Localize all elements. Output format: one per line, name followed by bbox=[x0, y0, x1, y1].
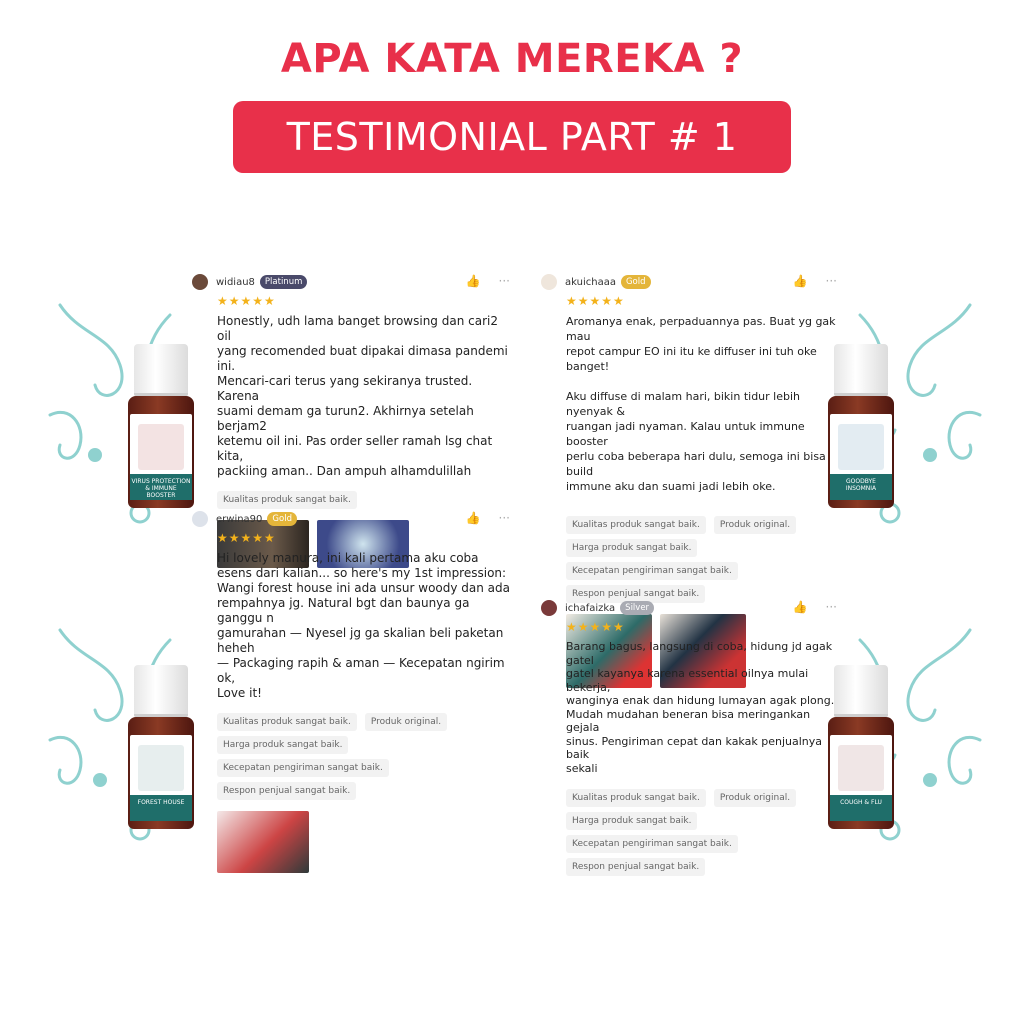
review-card bbox=[192, 509, 510, 873]
review-tag: Kualitas produk sangat baik. bbox=[566, 789, 706, 807]
review-tag: Kecepatan pengiriman sangat baik. bbox=[217, 759, 389, 777]
member-badge: Gold bbox=[267, 512, 297, 526]
username[interactable]: akuichaaa bbox=[565, 276, 616, 288]
review-text: Hi lovely manura, ini kali pertama aku coba esens dari kalian... so here's my 1st impression: Wangi forest house ini ada unsur woody dan ada rempahnya jg. Natural bgt dan baunya ga ganggu n gamurahan — Nyesel jg ga skalian beli paketan heheh — Packaging rapih & aman — Kecepatan ngirim ok, Love it! bbox=[217, 551, 511, 700]
rating-stars: ★★★★★ bbox=[217, 531, 276, 545]
product-name: VIRUS PROTECTION & IMMUNE BOOSTER bbox=[130, 474, 192, 500]
review-tag: Respon penjual sangat baik. bbox=[217, 782, 356, 800]
avatar[interactable] bbox=[541, 600, 557, 616]
member-badge: Platinum bbox=[260, 275, 307, 289]
review-text: Honestly, udh lama banget browsing dan cari2 oil yang recomended buat dipakai dimasa pandemi ini. Mencari-cari terus yang sekiranya trusted. Karena suami demam ga turun2. Akhirnya setelah berjam2 ketemu oil ini. Pas order seller ramah lsg chat kita, packiing aman.. Dan ampuh alhamdulillah bbox=[217, 314, 508, 478]
thumbs-up-icon[interactable]: 👍 bbox=[792, 600, 808, 614]
product-name: FOREST HOUSE bbox=[130, 795, 192, 821]
bottle-cap bbox=[134, 665, 188, 717]
more-icon[interactable]: ··· bbox=[498, 511, 510, 525]
rating-stars: ★★★★★ bbox=[566, 294, 625, 308]
bottle-glass bbox=[128, 717, 194, 829]
review-tag: Harga produk sangat baik. bbox=[217, 736, 348, 754]
rating-stars: ★★★★★ bbox=[217, 294, 276, 308]
member-badge: Gold bbox=[621, 275, 651, 289]
rating-stars: ★★★★★ bbox=[566, 620, 625, 634]
product-bottle-virus-protection bbox=[128, 344, 194, 508]
avatar[interactable] bbox=[192, 511, 208, 527]
bottle-label bbox=[130, 735, 192, 821]
product-bottle-cough-flu bbox=[828, 665, 894, 829]
username[interactable]: ichafaizka bbox=[565, 602, 616, 614]
thumbs-up-icon[interactable]: 👍 bbox=[465, 274, 481, 288]
review-tag: Harga produk sangat baik. bbox=[566, 812, 697, 830]
thumbs-up-icon[interactable]: 👍 bbox=[465, 511, 481, 525]
bottle-glass bbox=[128, 396, 194, 508]
bottle-glass bbox=[828, 717, 894, 829]
product-name: GOODBYE INSOMNIA bbox=[830, 474, 892, 500]
review-tag: Harga produk sangat baik. bbox=[566, 539, 697, 557]
product-bottle-goodbye-insomnia bbox=[828, 344, 894, 508]
more-icon[interactable]: ··· bbox=[498, 274, 510, 288]
review-photo[interactable] bbox=[217, 811, 309, 873]
more-icon[interactable]: ··· bbox=[825, 274, 837, 288]
virus-illustration-icon bbox=[138, 424, 184, 470]
more-icon[interactable]: ··· bbox=[825, 600, 837, 614]
member-badge: Silver bbox=[620, 601, 654, 615]
page-title: APA KATA MEREKA ? bbox=[280, 36, 744, 82]
review-text: Aromanya enak, perpaduannya pas. Buat yg gak mau repot campur EO ini itu ke diffuser ini tuh oke banget! Aku diffuse di malam hari, bikin tidur lebih nyenyak & ruangan jadi nyaman. Kalau untuk immune booster perlu coba beberapa hari dulu, semoga ini bisa build immune aku dan suami jadi lebih oke. bbox=[566, 315, 836, 493]
house-illustration-icon bbox=[138, 745, 184, 791]
username[interactable]: widiau8 bbox=[216, 276, 255, 288]
avatar[interactable] bbox=[541, 274, 557, 290]
product-bottle-forest-house bbox=[128, 665, 194, 829]
product-name: COUGH & FLU bbox=[830, 795, 892, 821]
testimonial-banner bbox=[233, 101, 791, 173]
review-tag: Produk original. bbox=[365, 713, 447, 731]
bottle-glass bbox=[828, 396, 894, 508]
review-tag: Produk original. bbox=[714, 789, 796, 807]
person-illustration-icon bbox=[838, 745, 884, 791]
review-tag: Kualitas produk sangat baik. bbox=[217, 713, 357, 731]
bottle-label bbox=[830, 414, 892, 500]
avatar[interactable] bbox=[192, 274, 208, 290]
banner-label: TESTIMONIAL PART # 1 bbox=[286, 115, 738, 159]
review-card bbox=[541, 598, 837, 881]
username[interactable]: erwina90 bbox=[216, 513, 263, 525]
review-tag: Kecepatan pengiriman sangat baik. bbox=[566, 562, 738, 580]
bottle-label bbox=[130, 414, 192, 500]
bottle-cap bbox=[834, 344, 888, 396]
review-tag: Respon penjual sangat baik. bbox=[566, 858, 705, 876]
review-tag: Kecepatan pengiriman sangat baik. bbox=[566, 835, 738, 853]
review-tag: Produk original. bbox=[714, 516, 796, 534]
bottle-cap bbox=[134, 344, 188, 396]
review-tag: Kualitas produk sangat baik. bbox=[566, 516, 706, 534]
bed-illustration-icon bbox=[838, 424, 884, 470]
bottle-cap bbox=[834, 665, 888, 717]
review-tag: Kualitas produk sangat baik. bbox=[217, 491, 357, 509]
bottle-label bbox=[830, 735, 892, 821]
review-tag: Respon penjual sangat baik. bbox=[566, 585, 705, 603]
review-text: Barang bagus, langsung di coba, hidung jd agak gatel gatel kayanya karena essential oilnya mulai bekerja, wanginya enak dan hidung lumayan agak plong. Mudah mudahan beneran bisa meringankan gejala sinus. Pengiriman cepat dan kakak penjualnya baik sekali bbox=[566, 640, 835, 775]
thumbs-up-icon[interactable]: 👍 bbox=[792, 274, 808, 288]
